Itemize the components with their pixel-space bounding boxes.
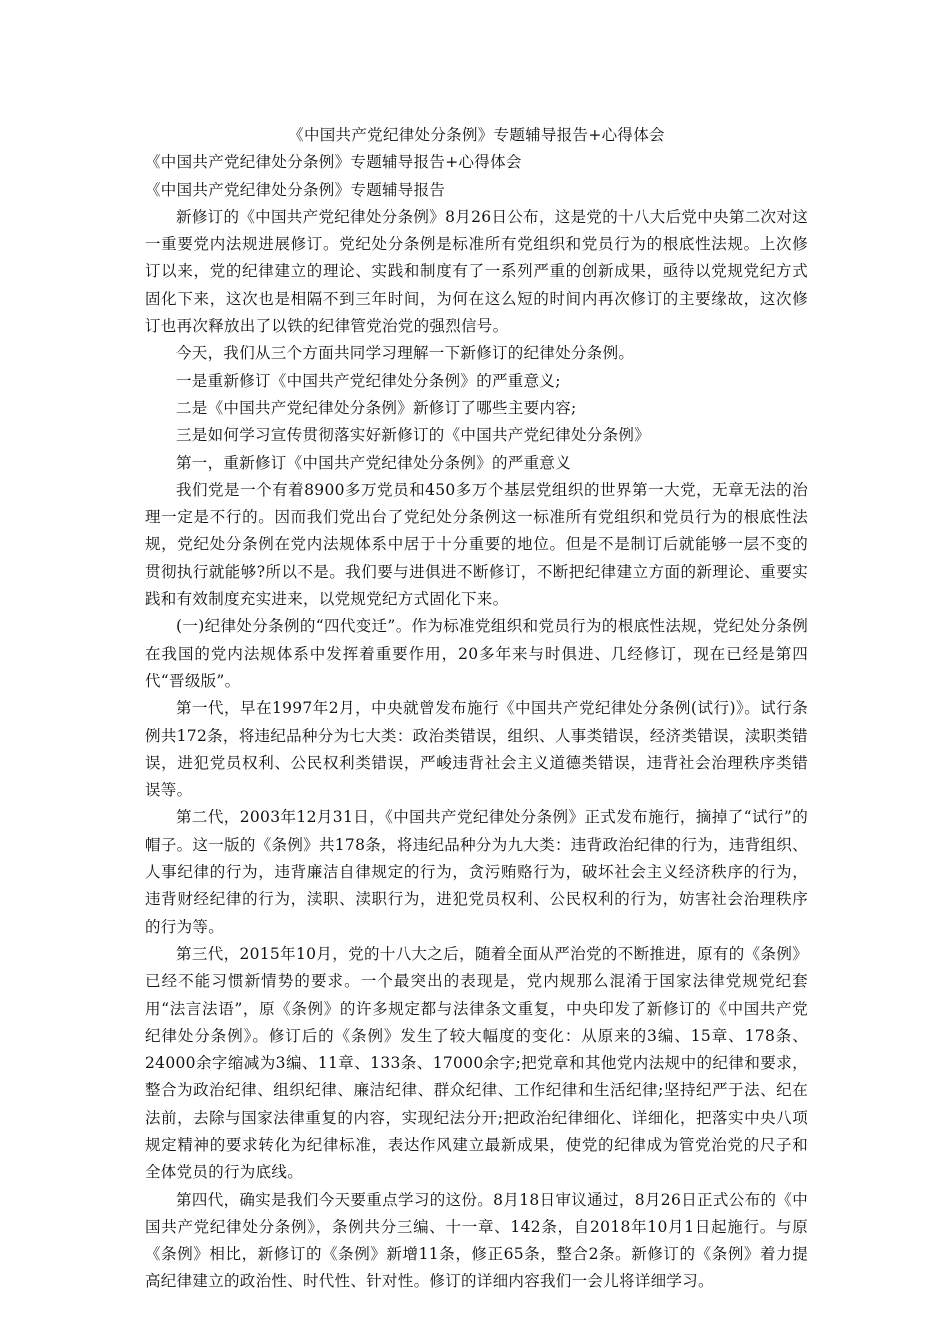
- body-paragraph: 第四代，确实是我们今天要重点学习的这份。8月18日审议通过，8月26日正式公布的《中国共产党纪律处分条例》，条例共分三编、十一章、142条，自2018年10月1日起施行。与原《条例》相比，新修订的《条例》新增11条，修正65条，整合2条。新修订的《条例》着力提高纪律建立的政治性、时代性、针对性。修订的详细内容我们一会儿将详细学习。: [145, 1190, 808, 1291]
- body-paragraph: 第二代，2003年12月31日，《中国共产党纪律处分条例》正式发布施行，摘掉了“试行”的帽子。这一版的《条例》共178条，将违纪品种分为九大类：违背政治纪律的行为，违背组织、人事纪律的行为，违背廉洁自律规定的行为，贪污贿赂行为，破坏社会主义经济秩序的行为，违背财经纪律的行为，渎职、渎职行为，进犯党员权利、公民权利的行为，妨害社会治理秩序的行为等。: [145, 808, 808, 936]
- body-paragraph: 我们党是一个有着8900多万党员和450多万个基层党组织的世界第一大党，无章无法的治理一定是不行的。因而我们党出台了党纪处分条例这一标准所有党组织和党员行为的根底性法规，党纪处分条例在党内法规体系中居于十分重要的地位。但是不是制订后就能够一层不变的贯彻执行就能够?所以不是。我们要与进俱进不断修订，不断把纪律建立方面的新理论、重要实践和有效制度充实进来，以党规党纪方式固化下来。: [145, 480, 808, 609]
- body-paragraph: (一)纪律处分条例的“四代变迁”。作为标准党组织和党员行为的根底性法规，党纪处分条例在我国的党内法规体系中发挥着重要作用，20多年来与时俱进、几经修订，现在已经是第四代“晋级版”。: [145, 617, 808, 690]
- body-paragraph: 三是如何学习宣传贯彻落实好新修订的《中国共产党纪律处分条例》: [176, 426, 651, 445]
- body-paragraph: 第三代，2015年10月，党的十八大之后，随着全面从严治党的不断推进，原有的《条例》已经不能习惯新情势的要求。一个最突出的表现是，党内规那么混淆于国家法律党规党纪套用“法言法语”，原《条例》的许多规定都与法律条文重复，中央印发了新修订的《中国共产党纪律处分条例》。修订后的《条例》发生了较大幅度的变化：从原来的3编、15章、178条、24000余字缩减为3编、11章、133条、17000余字;把党章和其他党内法规中的纪律和要求，整合为政治纪律、组织纪律、廉洁纪律、群众纪律、工作纪律和生活纪律;坚持纪严于法、纪在法前，去除与国家法律重复的内容，实现纪法分开;把政治纪律细化、详细化，把落实中央八项规定精神的要求转化为纪律标准，表达作风建立最新成果，使党的纪律成为管党治党的尺子和全体党员的行为底线。: [145, 944, 808, 1182]
- body-paragraph: 第一代，早在1997年2月，中央就曾发布施行《中国共产党纪律处分条例(试行)》。试行条例共172条，将违纪品种分为七大类：政治类错误，组织、人事类错误，经济类错误，渎职类错误，进犯党员权利、公民权利类错误，严峻违背社会主义道德类错误，违背社会治理秩序类错误等。: [145, 699, 808, 800]
- body-paragraph: 新修订的《中国共产党纪律处分条例》8月26日公布，这是党的十八大后党中央第二次对这一重要党内法规进展修订。党纪处分条例是标准所有党组织和党员行为的根底性法规。上次修订以来，党的纪律建立的理论、实践和制度有了一系列严重的创新成果，亟待以党规党纪方式固化下来，这次也是相隔不到三年时间，为何在这么短的时间内再次修订的主要缘故，这次修订也再次释放出了以铁的纪律管党治党的强烈信号。: [145, 207, 808, 336]
- document-title: 《中国共产党纪律处分条例》专题辅导报告+心得体会: [288, 126, 665, 144]
- document-page: [145, 122, 808, 1296]
- document-subtitle: 《中国共产党纪律处分条例》专题辅导报告+心得体会: [145, 153, 522, 172]
- body-paragraph: 二是《中国共产党纪律处分条例》新修订了哪些主要内容;: [176, 398, 577, 417]
- body-paragraph: 今天，我们从三个方面共同学习理解一下新修订的纪律处分条例。: [176, 344, 635, 363]
- body-paragraph: 一是重新修订《中国共产党纪律处分条例》的严重意义;: [176, 371, 561, 390]
- body-paragraph: 第一，重新修订《中国共产党纪律处分条例》的严重意义: [176, 453, 572, 472]
- section-heading: 《中国共产党纪律处分条例》专题辅导报告: [145, 180, 446, 199]
